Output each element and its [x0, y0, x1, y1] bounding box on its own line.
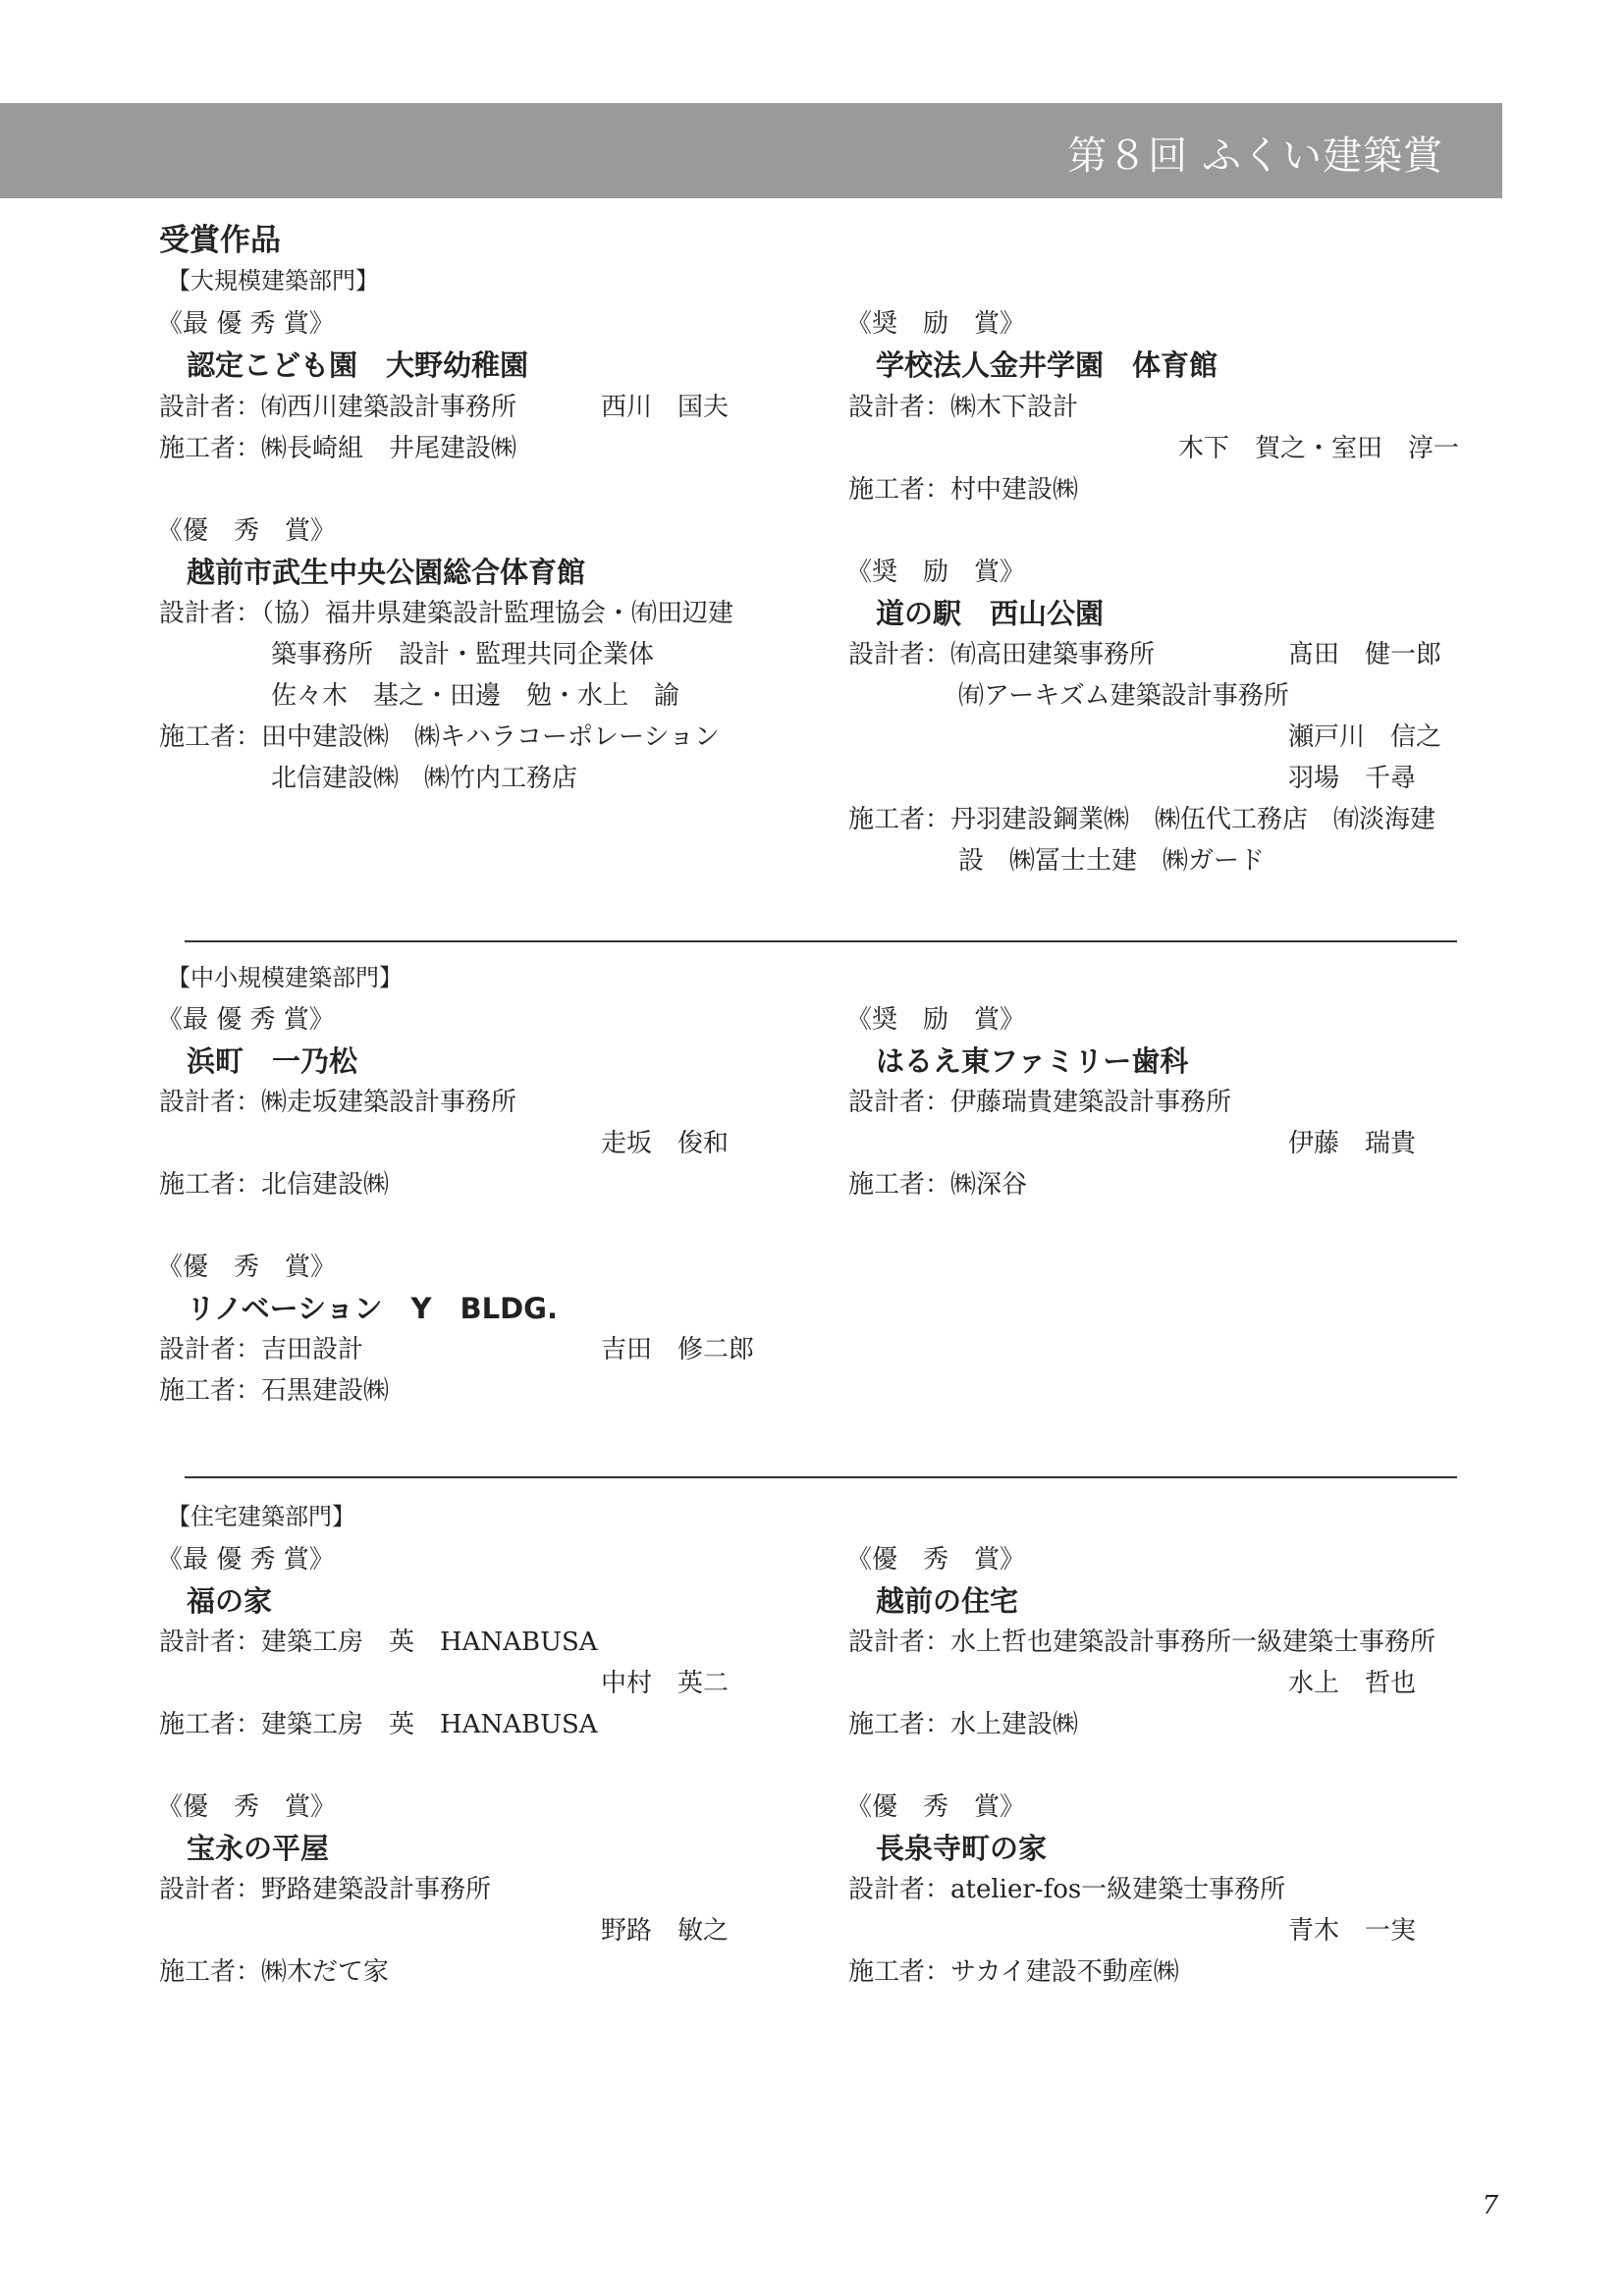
- designer-name: 伊藤 瑞貴: [1288, 1129, 1417, 1158]
- builder-line: 施工者：北信建設㈱: [159, 1170, 390, 1200]
- builder-line: 施工者：石黒建設㈱: [159, 1376, 390, 1406]
- work-title: リノベーション Y BLDG.: [187, 1292, 558, 1325]
- designer-line: 設計者：野路建築設計事務所: [159, 1875, 492, 1904]
- banner-title: 第８回 ふくい建築賞: [1067, 133, 1443, 179]
- designer-name: 野路 敏之: [601, 1916, 730, 1946]
- page-number: 7: [1482, 2191, 1498, 2220]
- work-title: 宝永の平屋: [187, 1832, 330, 1865]
- designer-name: 瀬戸川 信之: [1288, 722, 1442, 752]
- designer-name: 走坂 俊和: [601, 1129, 730, 1158]
- builder-line: 施工者：㈱深谷: [848, 1170, 1028, 1200]
- designer-line: 設計者：㈲西川建築設計事務所: [159, 393, 517, 422]
- award-label: 《奨 励 賞》: [846, 309, 1026, 339]
- designer-line: 設計者：水上哲也建築設計事務所一級建築士事務所: [848, 1628, 1436, 1657]
- award-label: 《優 秀 賞》: [157, 1253, 337, 1282]
- award-label: 《優 秀 賞》: [157, 1792, 337, 1822]
- work-title: 越前の住宅: [876, 1584, 1019, 1618]
- designer-name: 中村 英二: [601, 1669, 730, 1698]
- section-divider: [185, 940, 1457, 942]
- category-large: 【大規模建築部門】: [167, 267, 379, 294]
- designer-line: 設計者：atelier-fos一級建築士事務所: [848, 1875, 1286, 1904]
- builder-line: 施工者：サカイ建設不動産㈱: [848, 1957, 1179, 1987]
- designer-line: 設計者：建築工房 英 HANABUSA: [159, 1628, 598, 1657]
- work-title: 福の家: [187, 1584, 273, 1618]
- award-label: 《最 優 秀 賞》: [157, 1005, 335, 1035]
- award-label: 《奨 励 賞》: [846, 1005, 1026, 1035]
- designer-line: 設計者：㈱走坂建築設計事務所: [159, 1088, 517, 1117]
- award-label: 《最 優 秀 賞》: [157, 309, 335, 339]
- award-label: 《優 秀 賞》: [846, 1792, 1026, 1822]
- designer-name: 吉田 修二郎: [601, 1335, 755, 1364]
- work-title: 長泉寺町の家: [876, 1832, 1048, 1865]
- award-label: 《奨 励 賞》: [846, 558, 1026, 587]
- designer-line: 設計者：（協）福井県建築設計監理協会・㈲田辺建: [159, 599, 734, 628]
- builder-line: 施工者：丹羽建設鋼業㈱ ㈱伍代工務店 ㈲淡海建: [848, 805, 1436, 834]
- work-title: 越前市武生中央公園総合体育館: [187, 556, 586, 589]
- builder-line: 施工者：建築工房 英 HANABUSA: [159, 1710, 598, 1739]
- builder-line: 施工者：村中建設㈱: [848, 475, 1079, 505]
- builder-line: 施工者：㈱木だて家: [159, 1957, 390, 1987]
- designer-name: 髙田 健一郎: [1288, 640, 1442, 669]
- builder-line: 施工者：田中建設㈱ ㈱キハラコーポレーション: [159, 722, 720, 752]
- designer-name: 青木 一実: [1288, 1916, 1417, 1946]
- builder-line: 施工者：水上建設㈱: [848, 1710, 1079, 1739]
- designer-line: 設計者：伊藤瑞貴建築設計事務所: [848, 1088, 1232, 1117]
- work-title: 浜町 一乃松: [187, 1044, 358, 1078]
- designer-line: 築事務所 設計・監理共同企業体: [271, 640, 655, 669]
- category-housing: 【住宅建築部門】: [167, 1503, 355, 1530]
- header-banner: [0, 103, 1502, 198]
- category-medium: 【中小規模建築部門】: [167, 964, 403, 991]
- designer-line: ㈲アーキズム建築設計事務所: [958, 681, 1289, 711]
- designer-line: 設計者：㈲高田建築事務所: [848, 640, 1156, 669]
- designer-name: 水上 哲也: [1288, 1669, 1417, 1698]
- builder-line: 施工者：㈱長崎組 井尾建設㈱: [159, 434, 517, 463]
- work-title: はるえ東ファミリー歯科: [876, 1044, 1189, 1078]
- designer-name: 羽場 千尋: [1288, 764, 1417, 793]
- designer-line: 設計者：㈱木下設計: [848, 393, 1079, 422]
- section-title: 受賞作品: [159, 223, 281, 258]
- award-label: 《優 秀 賞》: [157, 516, 337, 546]
- designer-name: 佐々木 基之・田邊 勉・水上 諭: [271, 681, 680, 711]
- section-divider: [185, 1476, 1457, 1478]
- award-label: 《優 秀 賞》: [846, 1545, 1026, 1575]
- designer-line: 設計者：吉田設計: [159, 1335, 364, 1364]
- work-title: 道の駅 西山公園: [876, 597, 1105, 630]
- work-title: 学校法人金井学園 体育館: [876, 348, 1218, 382]
- builder-line: 北信建設㈱ ㈱竹内工務店: [271, 764, 578, 793]
- work-title: 認定こども園 大野幼稚園: [187, 348, 529, 382]
- designer-name: 木下 賀之・室田 淳一: [1178, 434, 1460, 463]
- award-label: 《最 優 秀 賞》: [157, 1545, 335, 1575]
- designer-name: 西川 国夫: [601, 393, 730, 422]
- builder-line: 設 ㈱冨士土建 ㈱ガード: [958, 846, 1266, 876]
